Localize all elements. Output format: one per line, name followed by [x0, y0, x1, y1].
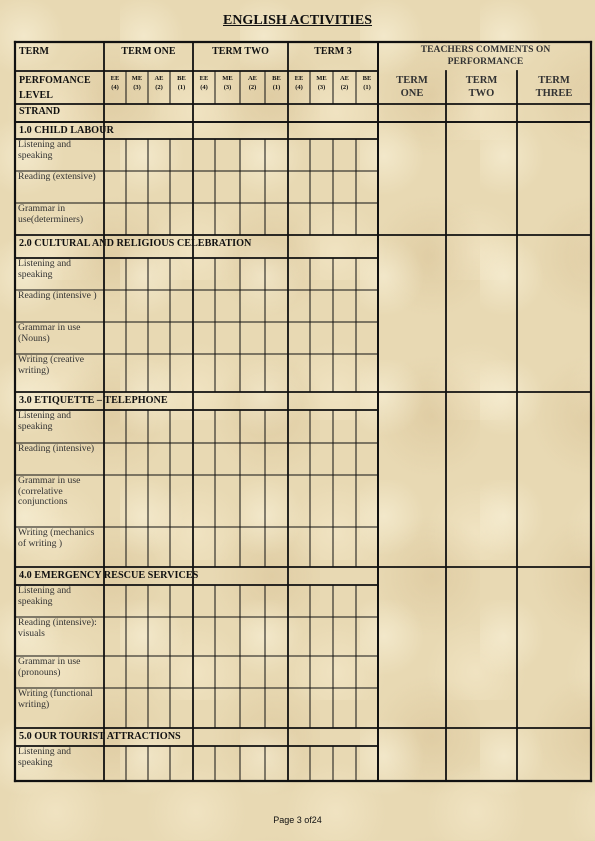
comment-column-heading: TERM THREE	[535, 75, 573, 100]
sub-strand-label: Listening and speaking	[18, 747, 72, 768]
level-score: (4)	[111, 83, 119, 91]
level-code: EE	[199, 75, 209, 82]
level-code: ME	[222, 75, 233, 82]
sub-strand-label: Reading (intensive): visuals	[18, 618, 97, 639]
performance-level-header	[310, 75, 333, 93]
sub-strand-label: Reading (intensive)	[18, 444, 95, 454]
teachers-comments-heading: TEACHERS COMMENTS ON PERFORMANCE	[420, 44, 551, 68]
sub-strand-label: Grammar in use (pronouns)	[18, 657, 81, 678]
sub-strand-label: Writing (creative writing)	[18, 355, 85, 376]
sub-strand-label: Writing (functional writing)	[18, 689, 93, 710]
level-code: BE	[362, 75, 372, 82]
level-score: (1)	[177, 83, 186, 91]
performance-level-header	[288, 75, 310, 93]
sub-strand-label: Reading (extensive)	[18, 172, 96, 182]
sub-strand-label: Writing (mechanics of writing )	[18, 528, 95, 549]
performance-level-header	[356, 75, 378, 93]
level-code: EE	[110, 75, 120, 82]
sub-strand-label: Listening and speaking	[18, 411, 72, 432]
level-score: (4)	[200, 83, 208, 91]
performance-level-header	[265, 75, 288, 93]
performance-level-header	[333, 75, 356, 93]
level-score: (3)	[133, 83, 141, 91]
sub-strand-label: Listening and speaking	[18, 259, 72, 280]
term-one-heading: TERM ONE	[121, 46, 176, 57]
level-score: (1)	[363, 83, 371, 91]
level-score: (2)	[155, 83, 163, 91]
performance-level-header	[148, 75, 170, 93]
strand-section-title: 3.0 ETIQUETTE – TELEPHONE	[19, 395, 168, 406]
performance-level-header	[215, 75, 240, 93]
level-code: EE	[294, 75, 304, 82]
page-number: Page 3 of24	[273, 815, 322, 825]
performance-level-header	[126, 75, 148, 93]
strand-label: STRAND	[19, 106, 61, 117]
level-score: (3)	[317, 83, 326, 91]
level-code: AE	[247, 75, 258, 82]
level-score: (1)	[272, 83, 281, 91]
sub-strand-label: Reading (intensive )	[18, 291, 97, 301]
level-score: (4)	[295, 83, 303, 91]
level-code: BE	[272, 75, 281, 82]
term-three-heading: TERM 3	[314, 46, 352, 57]
level-score: (3)	[223, 83, 232, 91]
term-two-heading: TERM TWO	[212, 46, 269, 57]
strand-section-title: 1.0 CHILD LABOUR	[19, 125, 114, 136]
comment-column-heading: TERM ONE	[396, 75, 428, 100]
sub-strand-label: Grammar in use (correlative conjunctions	[18, 476, 81, 508]
page-title: ENGLISH ACTIVITIES	[222, 13, 372, 28]
performance-level-header	[193, 75, 215, 93]
strand-section-title: 2.0 CULTURAL AND RELIGIOUS CELEBRATION	[19, 238, 252, 249]
level-score: (2)	[340, 83, 349, 91]
level-code: AE	[339, 75, 350, 82]
performance-level-header	[104, 75, 126, 93]
sub-strand-label: Grammar in use (Nouns)	[18, 323, 81, 344]
strand-section-title: 5.0 OUR TOURIST ATTRACTIONS	[19, 731, 181, 742]
level-code: ME	[316, 75, 327, 82]
term-label: TERM	[19, 46, 49, 57]
strand-section-title: 4.0 EMERGENCY RESCUE SERVICES	[19, 570, 199, 581]
sub-strand-label: Grammar in use(determiners)	[18, 204, 84, 225]
performance-level-label: PERFOMANCE LEVEL	[19, 75, 91, 101]
performance-level-header	[170, 75, 193, 93]
level-code: ME	[131, 75, 143, 82]
comment-column-heading: TERM TWO	[465, 75, 498, 100]
performance-level-header	[240, 75, 265, 93]
sub-strand-label: Listening and speaking	[18, 586, 72, 607]
level-code: AE	[154, 75, 164, 82]
level-code: BE	[177, 75, 186, 82]
level-score: (2)	[248, 83, 257, 91]
sub-strand-label: Listening and speaking	[18, 140, 72, 161]
